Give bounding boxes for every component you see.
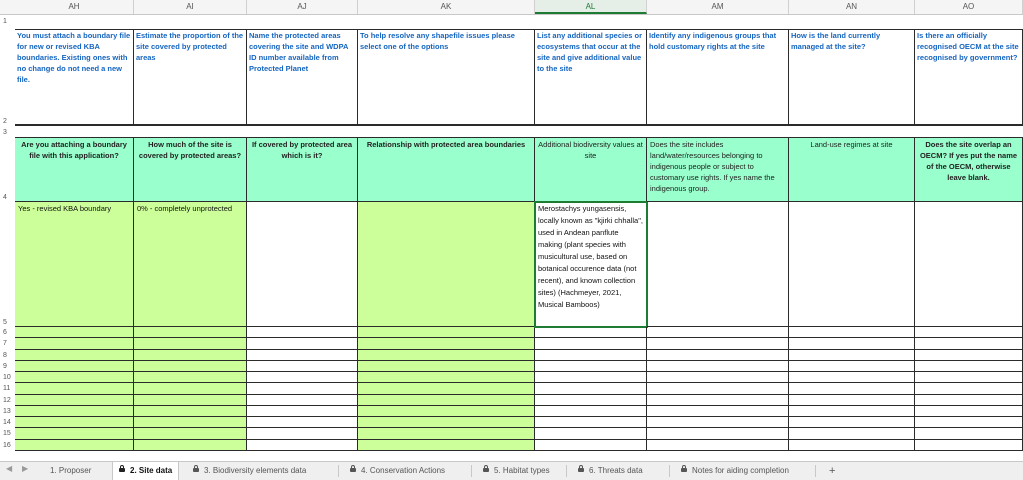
empty-cell[interactable] bbox=[647, 395, 789, 406]
row-border-line bbox=[15, 137, 1023, 138]
instruction-cell-am[interactable]: Identify any indigenous groups that hold customary rights at the site bbox=[647, 29, 789, 125]
empty-cell[interactable] bbox=[647, 350, 789, 361]
empty-cell[interactable] bbox=[789, 417, 915, 428]
question-header-ah[interactable]: Are you attaching a boundary file with this application? bbox=[15, 137, 134, 202]
tab-separator bbox=[669, 465, 670, 477]
empty-cell[interactable] bbox=[789, 395, 915, 406]
row-number[interactable]: 11 bbox=[3, 385, 11, 393]
sheet-tab-label: 5. Habitat types bbox=[494, 466, 550, 475]
empty-cell[interactable] bbox=[535, 406, 647, 417]
sheet-tab-label: Notes for aiding completion bbox=[692, 466, 789, 475]
lock-icon bbox=[193, 468, 199, 472]
empty-cell[interactable] bbox=[134, 327, 247, 338]
sheet-tab[interactable] bbox=[50, 462, 91, 480]
empty-cell[interactable] bbox=[535, 372, 647, 383]
empty-cell[interactable] bbox=[247, 428, 358, 439]
row-number[interactable]: 1 bbox=[3, 18, 7, 25]
empty-cell[interactable] bbox=[247, 361, 358, 372]
question-header-ao[interactable]: Does the site overlap an OECM? If yes put the name of the OECM, otherwise leave blank. bbox=[915, 137, 1023, 202]
sheet-tab-label: 4. Conservation Actions bbox=[361, 466, 446, 475]
value-cell-aj[interactable] bbox=[247, 202, 358, 327]
empty-cell[interactable] bbox=[134, 361, 247, 372]
empty-cell[interactable] bbox=[15, 395, 134, 406]
sheet-tab[interactable] bbox=[483, 462, 550, 480]
empty-cell[interactable] bbox=[535, 327, 647, 338]
column-header-aj[interactable]: AJ bbox=[247, 0, 358, 14]
empty-cell[interactable] bbox=[535, 417, 647, 428]
question-header-al[interactable]: Additional biodiversity values at site bbox=[535, 137, 647, 202]
empty-cell[interactable] bbox=[915, 350, 1023, 361]
row-number[interactable]: 12 bbox=[3, 396, 11, 404]
empty-cell[interactable] bbox=[789, 383, 915, 394]
empty-cell[interactable] bbox=[358, 440, 535, 451]
empty-cell[interactable] bbox=[247, 350, 358, 361]
empty-cell[interactable] bbox=[247, 395, 358, 406]
tab-separator bbox=[815, 465, 816, 477]
row-number[interactable]: 13 bbox=[3, 407, 11, 415]
empty-cell[interactable] bbox=[247, 440, 358, 451]
empty-cell[interactable] bbox=[647, 383, 789, 394]
sheet-tab[interactable] bbox=[578, 462, 643, 480]
empty-cell[interactable] bbox=[15, 338, 134, 349]
empty-cell[interactable] bbox=[535, 338, 647, 349]
empty-cell[interactable] bbox=[247, 417, 358, 428]
empty-cell[interactable] bbox=[15, 417, 134, 428]
empty-cell[interactable] bbox=[247, 327, 358, 338]
value-cell-am[interactable] bbox=[647, 202, 789, 327]
row-number[interactable]: 10 bbox=[3, 374, 11, 381]
instruction-cell-ai[interactable]: Estimate the proportion of the site covered by protected areas bbox=[134, 29, 247, 125]
tab-separator bbox=[338, 465, 339, 477]
lock-icon bbox=[350, 468, 356, 472]
value-cell-al[interactable]: Merostachys yungasensis, locally known as "kjirki chhalla", used in Andean panflute making (plant species with musicultural use, based on botanical occurence data (not recent), and known collection sites) (Hachmeyer, 2021, Musical Bamboos) bbox=[535, 202, 647, 327]
sheet-tab[interactable] bbox=[112, 462, 179, 480]
instruction-cell-aj[interactable]: Name the protected areas covering the site and WDPA ID number available from Protected Planet bbox=[247, 29, 358, 125]
column-header-ah[interactable]: AH bbox=[15, 0, 134, 14]
value-cell-ak[interactable] bbox=[358, 202, 535, 327]
lock-icon bbox=[578, 468, 584, 472]
empty-cell[interactable] bbox=[535, 395, 647, 406]
empty-cell[interactable] bbox=[789, 406, 915, 417]
empty-cell[interactable] bbox=[15, 350, 134, 361]
value-cell-ai[interactable]: 0% - completely unprotected bbox=[134, 202, 247, 327]
question-header-an[interactable]: Land-use regimes at site bbox=[789, 137, 915, 202]
empty-cell[interactable] bbox=[915, 338, 1023, 349]
empty-cell[interactable] bbox=[358, 383, 535, 394]
sheet-tab[interactable] bbox=[350, 462, 445, 480]
sheet-tab-label: 2. Site data bbox=[130, 466, 173, 475]
empty-cell[interactable] bbox=[915, 383, 1023, 394]
question-header-aj[interactable]: If covered by protected area which is it? bbox=[247, 137, 358, 202]
value-cell-ao[interactable] bbox=[915, 202, 1023, 327]
empty-cell[interactable] bbox=[15, 440, 134, 451]
lock-icon bbox=[483, 468, 489, 472]
empty-cell[interactable] bbox=[789, 440, 915, 451]
empty-cell[interactable] bbox=[358, 428, 535, 439]
sheet-tab-label: 6. Threats data bbox=[589, 466, 643, 475]
lock-icon bbox=[681, 468, 687, 472]
empty-cell[interactable] bbox=[358, 417, 535, 428]
instruction-cell-ah[interactable]: You must attach a boundary file for new or revised KBA boundaries. Existing ones with no change do not need a new file. bbox=[15, 29, 134, 125]
tab-next-arrow-icon[interactable]: ▶ bbox=[22, 464, 29, 473]
row-number[interactable]: 3 bbox=[3, 129, 7, 136]
empty-cell[interactable] bbox=[647, 428, 789, 439]
empty-cell[interactable] bbox=[134, 383, 247, 394]
empty-cell[interactable] bbox=[789, 350, 915, 361]
column-header-am[interactable]: AM bbox=[647, 0, 789, 14]
sheet-tab-label: 1. Proposer bbox=[50, 466, 92, 475]
empty-cell[interactable] bbox=[15, 372, 134, 383]
empty-cell[interactable] bbox=[647, 440, 789, 451]
empty-cell[interactable] bbox=[247, 383, 358, 394]
empty-cell[interactable] bbox=[134, 417, 247, 428]
empty-cell[interactable] bbox=[358, 327, 535, 338]
question-header-ai[interactable]: How much of the site is covered by protected areas? bbox=[134, 137, 247, 202]
empty-cell[interactable] bbox=[134, 428, 247, 439]
empty-cell[interactable] bbox=[915, 406, 1023, 417]
empty-cell[interactable] bbox=[647, 327, 789, 338]
sheet-tab[interactable] bbox=[681, 462, 789, 480]
sheet-tab-bar bbox=[0, 461, 1023, 480]
row-number[interactable]: 4 bbox=[3, 194, 7, 201]
lock-icon bbox=[119, 468, 125, 472]
empty-cell[interactable] bbox=[15, 383, 134, 394]
sheet-tab[interactable] bbox=[193, 462, 306, 480]
empty-cell[interactable] bbox=[247, 338, 358, 349]
column-header-ai[interactable]: AI bbox=[134, 0, 247, 14]
empty-cell[interactable] bbox=[789, 428, 915, 439]
empty-cell[interactable] bbox=[915, 372, 1023, 383]
row-number[interactable]: 9 bbox=[3, 362, 7, 370]
question-header-am[interactable]: Does the site includes land/water/resources belonging to indigenous people or subject to customary use rights. If yes name the indigenous group. bbox=[647, 137, 789, 202]
empty-cell[interactable] bbox=[789, 338, 915, 349]
empty-cell[interactable] bbox=[358, 395, 535, 406]
column-header-an[interactable]: AN bbox=[789, 0, 915, 14]
empty-cell[interactable] bbox=[15, 327, 134, 338]
add-sheet-button[interactable]: + bbox=[829, 465, 836, 477]
empty-cell[interactable] bbox=[915, 395, 1023, 406]
empty-cell[interactable] bbox=[915, 428, 1023, 439]
empty-cell[interactable] bbox=[247, 406, 358, 417]
empty-cell[interactable] bbox=[15, 361, 134, 372]
empty-cell[interactable] bbox=[134, 440, 247, 451]
empty-cell[interactable] bbox=[134, 395, 247, 406]
empty-cell[interactable] bbox=[789, 361, 915, 372]
value-cell-ah[interactable]: Yes - revised KBA boundary bbox=[15, 202, 134, 327]
column-header-al[interactable]: AL bbox=[535, 0, 647, 14]
empty-cell[interactable] bbox=[535, 440, 647, 451]
empty-cell[interactable] bbox=[358, 338, 535, 349]
empty-cell[interactable] bbox=[358, 361, 535, 372]
row-number[interactable]: 14 bbox=[3, 419, 11, 426]
empty-cell[interactable] bbox=[358, 406, 535, 417]
empty-cell[interactable] bbox=[134, 406, 247, 417]
empty-cell[interactable] bbox=[915, 361, 1023, 372]
row-border-line bbox=[15, 125, 1023, 126]
empty-cell[interactable] bbox=[535, 428, 647, 439]
empty-cell[interactable] bbox=[647, 372, 789, 383]
question-header-ak[interactable]: Relationship with protected area boundaries bbox=[358, 137, 535, 202]
column-header-ao[interactable]: AO bbox=[915, 0, 1023, 14]
empty-cell[interactable] bbox=[647, 406, 789, 417]
empty-cell[interactable] bbox=[647, 338, 789, 349]
empty-cell[interactable] bbox=[15, 428, 134, 439]
row-number[interactable]: 5 bbox=[3, 319, 7, 326]
row-number[interactable]: 6 bbox=[3, 329, 7, 336]
empty-cell[interactable] bbox=[15, 406, 134, 417]
empty-cell[interactable] bbox=[915, 327, 1023, 338]
empty-cell[interactable] bbox=[535, 383, 647, 394]
instruction-cell-al[interactable]: List any additional species or ecosystems that occur at the site and give additional value to the site bbox=[535, 29, 647, 125]
empty-cell[interactable] bbox=[535, 350, 647, 361]
tab-separator bbox=[566, 465, 567, 477]
value-cell-an[interactable] bbox=[789, 202, 915, 327]
tab-prev-arrow-icon[interactable]: ◀ bbox=[6, 464, 13, 473]
empty-cell[interactable] bbox=[247, 372, 358, 383]
row-number[interactable]: 8 bbox=[3, 351, 7, 359]
empty-cell[interactable] bbox=[915, 440, 1023, 451]
empty-cell[interactable] bbox=[358, 350, 535, 361]
empty-cell[interactable] bbox=[535, 361, 647, 372]
empty-cell[interactable] bbox=[647, 361, 789, 372]
instruction-cell-ak[interactable]: To help resolve any shapefile issues please select one of the options bbox=[358, 29, 535, 125]
row-number[interactable]: 16 bbox=[3, 441, 11, 449]
empty-cell[interactable] bbox=[915, 417, 1023, 428]
instruction-cell-ao[interactable]: Is there an officially recognised OECM at the site recognised by government? bbox=[915, 29, 1023, 125]
row-border-line bbox=[15, 29, 1023, 30]
column-header-ak[interactable]: AK bbox=[358, 0, 535, 14]
empty-cell[interactable] bbox=[134, 338, 247, 349]
tab-separator bbox=[471, 465, 472, 477]
sheet-tab-label: 3. Biodiversity elements data bbox=[204, 466, 307, 475]
row-number[interactable]: 2 bbox=[3, 118, 7, 125]
empty-cell[interactable] bbox=[134, 372, 247, 383]
empty-cell[interactable] bbox=[789, 327, 915, 338]
row-number[interactable]: 7 bbox=[3, 340, 7, 348]
empty-cell[interactable] bbox=[358, 372, 535, 383]
empty-cell[interactable] bbox=[789, 372, 915, 383]
empty-cell[interactable] bbox=[134, 350, 247, 361]
row-number[interactable]: 15 bbox=[3, 430, 11, 438]
instruction-cell-an[interactable]: How is the land currently managed at the site? bbox=[789, 29, 915, 125]
empty-cell[interactable] bbox=[647, 417, 789, 428]
